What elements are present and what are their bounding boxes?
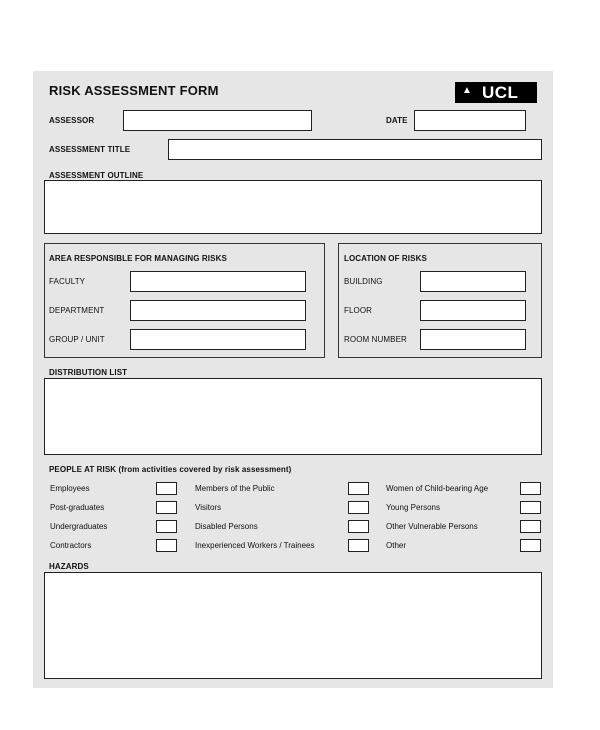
option-label: Employees — [50, 484, 90, 493]
option-label: Disabled Persons — [195, 522, 258, 531]
distribution-list-label: DISTRIBUTION LIST — [49, 368, 128, 377]
option-label: Post-graduates — [50, 503, 105, 512]
people-at-risk-heading: PEOPLE AT RISK (from activities covered by risk assessment) — [49, 465, 292, 474]
assessment-outline-label: ASSESSMENT OUTLINE — [49, 171, 144, 180]
hazards-label: HAZARDS — [49, 562, 89, 571]
visitors-checkbox[interactable] — [348, 501, 369, 514]
department-field[interactable] — [130, 300, 306, 321]
assessment-title-field[interactable] — [168, 139, 542, 160]
group-unit-label: GROUP / UNIT — [49, 335, 105, 344]
inexperienced-workers-checkbox[interactable] — [348, 539, 369, 552]
option-label: Other Vulnerable Persons — [386, 522, 478, 531]
option-label: Young Persons — [386, 503, 440, 512]
assessment-outline-field[interactable] — [44, 180, 542, 234]
logo-mark-icon: ▲ — [462, 85, 472, 96]
room-number-label: ROOM NUMBER — [344, 335, 407, 344]
distribution-list-field[interactable] — [44, 378, 542, 455]
department-label: DEPARTMENT — [49, 306, 105, 315]
members-of-public-checkbox[interactable] — [348, 482, 369, 495]
option-label: Visitors — [195, 503, 222, 512]
women-child-bearing-checkbox[interactable] — [520, 482, 541, 495]
option-label: Inexperienced Workers / Trainees — [195, 541, 315, 550]
option-label: Women of Child-bearing Age — [386, 484, 489, 493]
option-label: Contractors — [50, 541, 92, 550]
area-responsible-heading: AREA RESPONSIBLE FOR MANAGING RISKS — [49, 254, 227, 263]
form-title: RISK ASSESSMENT FORM — [49, 83, 219, 98]
young-persons-checkbox[interactable] — [520, 501, 541, 514]
other-checkbox[interactable] — [520, 539, 541, 552]
room-number-field[interactable] — [420, 329, 526, 350]
option-label: Members of the Public — [195, 484, 275, 493]
date-field[interactable] — [414, 110, 526, 131]
ucl-logo — [455, 82, 537, 103]
faculty-field[interactable] — [130, 271, 306, 292]
option-label: Undergraduates — [50, 522, 108, 531]
undergraduates-checkbox[interactable] — [156, 520, 177, 533]
building-label: BUILDING — [344, 277, 383, 286]
assessor-field[interactable] — [123, 110, 312, 131]
date-label: DATE — [386, 116, 408, 125]
contractors-checkbox[interactable] — [156, 539, 177, 552]
option-label: Other — [386, 541, 407, 550]
building-field[interactable] — [420, 271, 526, 292]
other-vulnerable-checkbox[interactable] — [520, 520, 541, 533]
location-heading: LOCATION OF RISKS — [344, 254, 427, 263]
assessor-label: ASSESSOR — [49, 116, 95, 125]
disabled-persons-checkbox[interactable] — [348, 520, 369, 533]
floor-field[interactable] — [420, 300, 526, 321]
logo-text: UCL — [482, 83, 519, 102]
hazards-field[interactable] — [44, 572, 542, 679]
assessment-title-label: ASSESSMENT TITLE — [49, 145, 131, 154]
post-graduates-checkbox[interactable] — [156, 501, 177, 514]
group-unit-field[interactable] — [130, 329, 306, 350]
floor-label: FLOOR — [344, 306, 373, 315]
employees-checkbox[interactable] — [156, 482, 177, 495]
faculty-label: FACULTY — [49, 277, 86, 286]
